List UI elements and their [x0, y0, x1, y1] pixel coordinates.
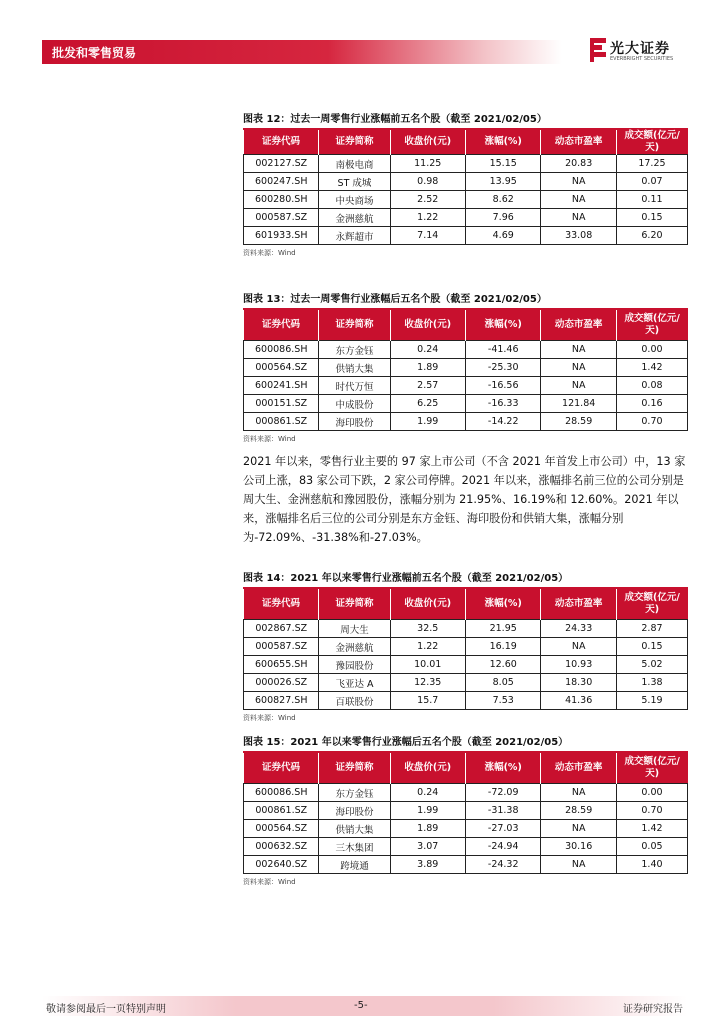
- table-cell: -16.56: [465, 377, 540, 395]
- table-cell: 32.5: [390, 620, 465, 638]
- table-cell: -14.22: [465, 413, 540, 431]
- stock-table: [243, 753, 688, 874]
- table-source: 资料来源：Wind: [243, 878, 296, 886]
- table-cell: NA: [541, 638, 616, 656]
- table-cell: 12.35: [390, 674, 465, 692]
- table-cell: 周大生: [319, 620, 390, 638]
- table-cell: 0.05: [616, 838, 687, 856]
- table-source: 资料来源：Wind: [243, 714, 296, 722]
- table-cell: 0.98: [390, 173, 465, 191]
- table-cell: 2.57: [390, 377, 465, 395]
- table-cell: 000564.SZ: [244, 820, 319, 838]
- table-cell: 飞亚达 A: [319, 674, 390, 692]
- table-row: [244, 191, 688, 209]
- table-cell: 1.38: [616, 674, 687, 692]
- column-header: 证券简称: [319, 753, 390, 784]
- column-header: 证券代码: [244, 589, 319, 620]
- table-cell: 121.84: [541, 395, 616, 413]
- table-cell: 17.25: [616, 155, 687, 173]
- table-cell: 中成股份: [319, 395, 390, 413]
- table-cell: 1.40: [616, 856, 687, 874]
- column-header: 涨幅(%): [465, 130, 540, 155]
- table-cell: 8.05: [465, 674, 540, 692]
- table-row: [244, 413, 688, 431]
- table-cell: 600086.SH: [244, 784, 319, 802]
- table-cell: 18.30: [541, 674, 616, 692]
- column-header: 证券代码: [244, 130, 319, 155]
- column-header: 涨幅(%): [465, 753, 540, 784]
- table-cell: -24.32: [465, 856, 540, 874]
- table-cell: 28.59: [541, 802, 616, 820]
- header-title: 批发和零售贸易: [52, 46, 137, 60]
- table-caption: 图表 12：过去一周零售行业涨幅前五名个股（截至 2021/02/05）: [243, 114, 547, 125]
- column-header: 收盘价(元): [390, 310, 465, 341]
- table-cell: 0.11: [616, 191, 687, 209]
- table-row: [244, 377, 688, 395]
- table-cell: 002640.SZ: [244, 856, 319, 874]
- table-cell: 000564.SZ: [244, 359, 319, 377]
- table-cell: 供销大集: [319, 359, 390, 377]
- table-cell: 7.14: [390, 227, 465, 245]
- table-cell: 金洲慈航: [319, 209, 390, 227]
- column-header: 证券简称: [319, 589, 390, 620]
- logo-text: 光大证券: [610, 41, 670, 57]
- table-cell: NA: [541, 173, 616, 191]
- table-caption: 图表 15：2021 年以来零售行业涨幅后五名个股（截至 2021/02/05）: [243, 737, 569, 748]
- table-cell: 33.08: [541, 227, 616, 245]
- table-cell: 0.70: [616, 413, 687, 431]
- table-cell: 东方金钰: [319, 341, 390, 359]
- table-cell: 0.00: [616, 341, 687, 359]
- table-cell: 002127.SZ: [244, 155, 319, 173]
- table-header-row: [244, 589, 688, 620]
- table-cell: 8.62: [465, 191, 540, 209]
- table-cell: 6.20: [616, 227, 687, 245]
- table-cell: 002867.SZ: [244, 620, 319, 638]
- table-cell: 7.53: [465, 692, 540, 710]
- column-header: 证券代码: [244, 753, 319, 784]
- table-cell: 1.99: [390, 413, 465, 431]
- company-logo: [590, 38, 690, 66]
- table-cell: NA: [541, 341, 616, 359]
- table-cell: 1.89: [390, 359, 465, 377]
- table-cell: -31.38: [465, 802, 540, 820]
- column-header: 证券简称: [319, 310, 390, 341]
- table-source: 资料来源：Wind: [243, 249, 296, 257]
- table-row: [244, 820, 688, 838]
- table-cell: 15.15: [465, 155, 540, 173]
- table-cell: 1.22: [390, 638, 465, 656]
- table-cell: 16.19: [465, 638, 540, 656]
- table-cell: 5.19: [616, 692, 687, 710]
- table-cell: 600247.SH: [244, 173, 319, 191]
- column-header: 成交额(亿元/天): [616, 589, 687, 620]
- table-row: [244, 341, 688, 359]
- table-row: [244, 638, 688, 656]
- stock-table: [243, 130, 688, 245]
- table-row: [244, 674, 688, 692]
- table-row: [244, 656, 688, 674]
- table-row: [244, 620, 688, 638]
- table-cell: 000587.SZ: [244, 209, 319, 227]
- column-header: 成交额(亿元/天): [616, 753, 687, 784]
- table-cell: 5.02: [616, 656, 687, 674]
- column-header: 动态市盈率: [541, 753, 616, 784]
- table-cell: 3.89: [390, 856, 465, 874]
- column-header: 成交额(亿元/天): [616, 310, 687, 341]
- stock-table: [243, 310, 688, 431]
- table-row: [244, 227, 688, 245]
- table-cell: 0.07: [616, 173, 687, 191]
- table-cell: 7.96: [465, 209, 540, 227]
- table-cell: 30.16: [541, 838, 616, 856]
- table-cell: 中央商场: [319, 191, 390, 209]
- column-header: 收盘价(元): [390, 589, 465, 620]
- table-cell: 0.08: [616, 377, 687, 395]
- table-cell: ST 成城: [319, 173, 390, 191]
- table-caption: 图表 13：过去一周零售行业涨幅后五名个股（截至 2021/02/05）: [243, 294, 547, 305]
- table-cell: 1.42: [616, 359, 687, 377]
- logo-subtext: EVERBRIGHT SECURITIES: [610, 56, 674, 62]
- table-cell: 1.22: [390, 209, 465, 227]
- table-row: [244, 395, 688, 413]
- column-header: 证券简称: [319, 130, 390, 155]
- table-cell: 金洲慈航: [319, 638, 390, 656]
- table-cell: 南极电商: [319, 155, 390, 173]
- table-section-12: [243, 110, 688, 258]
- table-cell: 三木集团: [319, 838, 390, 856]
- table-cell: 0.24: [390, 784, 465, 802]
- table-cell: 600655.SH: [244, 656, 319, 674]
- table-header-row: [244, 753, 688, 784]
- table-cell: NA: [541, 209, 616, 227]
- table-section-13: [243, 290, 688, 444]
- table-cell: NA: [541, 784, 616, 802]
- table-cell: -27.03: [465, 820, 540, 838]
- table-cell: 10.01: [390, 656, 465, 674]
- table-cell: 000026.SZ: [244, 674, 319, 692]
- column-header: 动态市盈率: [541, 310, 616, 341]
- table-cell: 1.89: [390, 820, 465, 838]
- table-cell: 000587.SZ: [244, 638, 319, 656]
- table-cell: 600827.SH: [244, 692, 319, 710]
- table-cell: -41.46: [465, 341, 540, 359]
- table-cell: NA: [541, 820, 616, 838]
- table-row: [244, 838, 688, 856]
- body-paragraph: 2021 年以来，零售行业主要的 97 家上市公司（不含 2021 年首发上市公司）中，13 家公司上涨，83 家公司下跌，2 家公司停牌。2021 年以来，涨幅排名前三位的公司分别是周大生、金洲慈航和豫园股份，涨幅分别为 21.95%、16.19%和 12.60%。2021 年以来，涨幅排名后三位的公司分别是东方金钰、海印股份和供销大集，涨幅分别为-72.09%、-31.38%和-27.03%。: [243, 455, 686, 544]
- table-cell: -24.94: [465, 838, 540, 856]
- table-cell: 600241.SH: [244, 377, 319, 395]
- table-cell: 供销大集: [319, 820, 390, 838]
- table-cell: 跨境通: [319, 856, 390, 874]
- table-cell: 0.15: [616, 209, 687, 227]
- table-cell: 000861.SZ: [244, 413, 319, 431]
- table-cell: 3.07: [390, 838, 465, 856]
- column-header: 动态市盈率: [541, 130, 616, 155]
- column-header: 动态市盈率: [541, 589, 616, 620]
- stock-table: [243, 589, 688, 710]
- column-header: 成交额(亿元/天): [616, 130, 687, 155]
- table-cell: 600280.SH: [244, 191, 319, 209]
- table-cell: 0.00: [616, 784, 687, 802]
- table-section-15: [243, 733, 688, 887]
- table-cell: NA: [541, 191, 616, 209]
- table-cell: 1.99: [390, 802, 465, 820]
- table-source: 资料来源：Wind: [243, 435, 296, 443]
- table-cell: 海印股份: [319, 802, 390, 820]
- table-cell: 13.95: [465, 173, 540, 191]
- table-cell: 24.33: [541, 620, 616, 638]
- column-header: 收盘价(元): [390, 130, 465, 155]
- table-cell: 11.25: [390, 155, 465, 173]
- table-row: [244, 155, 688, 173]
- footer-disclaimer: 敬请参阅最后一页特别声明: [46, 1004, 166, 1015]
- table-cell: 东方金钰: [319, 784, 390, 802]
- table-cell: 600086.SH: [244, 341, 319, 359]
- table-cell: -25.30: [465, 359, 540, 377]
- everbright-logo-icon: [590, 38, 606, 62]
- table-cell: 海印股份: [319, 413, 390, 431]
- table-row: [244, 784, 688, 802]
- table-cell: 0.70: [616, 802, 687, 820]
- table-row: [244, 359, 688, 377]
- table-cell: 0.24: [390, 341, 465, 359]
- table-header-row: [244, 130, 688, 155]
- table-cell: 000861.SZ: [244, 802, 319, 820]
- table-cell: 永辉超市: [319, 227, 390, 245]
- table-cell: 15.7: [390, 692, 465, 710]
- table-cell: 6.25: [390, 395, 465, 413]
- table-cell: NA: [541, 359, 616, 377]
- table-cell: 时代万恒: [319, 377, 390, 395]
- column-header: 收盘价(元): [390, 753, 465, 784]
- table-cell: 2.52: [390, 191, 465, 209]
- table-cell: 41.36: [541, 692, 616, 710]
- page-footer: [42, 996, 687, 1016]
- table-row: [244, 856, 688, 874]
- table-cell: -16.33: [465, 395, 540, 413]
- table-cell: 000632.SZ: [244, 838, 319, 856]
- table-row: [244, 209, 688, 227]
- table-cell: 2.87: [616, 620, 687, 638]
- table-cell: 20.83: [541, 155, 616, 173]
- table-cell: 10.93: [541, 656, 616, 674]
- table-cell: 0.15: [616, 638, 687, 656]
- table-cell: 豫园股份: [319, 656, 390, 674]
- page-number: -5-: [354, 1000, 368, 1011]
- table-cell: 601933.SH: [244, 227, 319, 245]
- column-header: 证券代码: [244, 310, 319, 341]
- table-cell: NA: [541, 856, 616, 874]
- column-header: 涨幅(%): [465, 589, 540, 620]
- table-section-14: [243, 569, 688, 723]
- table-row: [244, 802, 688, 820]
- table-caption: 图表 14：2021 年以来零售行业涨幅前五名个股（截至 2021/02/05）: [243, 573, 569, 584]
- table-header-row: [244, 310, 688, 341]
- table-cell: 28.59: [541, 413, 616, 431]
- footer-report-type: 证券研究报告: [623, 1004, 683, 1015]
- table-cell: 000151.SZ: [244, 395, 319, 413]
- table-row: [244, 692, 688, 710]
- table-cell: 4.69: [465, 227, 540, 245]
- table-cell: 0.16: [616, 395, 687, 413]
- column-header: 涨幅(%): [465, 310, 540, 341]
- table-cell: 12.60: [465, 656, 540, 674]
- table-cell: 百联股份: [319, 692, 390, 710]
- table-cell: 1.42: [616, 820, 687, 838]
- table-cell: NA: [541, 377, 616, 395]
- table-row: [244, 173, 688, 191]
- table-cell: 21.95: [465, 620, 540, 638]
- table-cell: -72.09: [465, 784, 540, 802]
